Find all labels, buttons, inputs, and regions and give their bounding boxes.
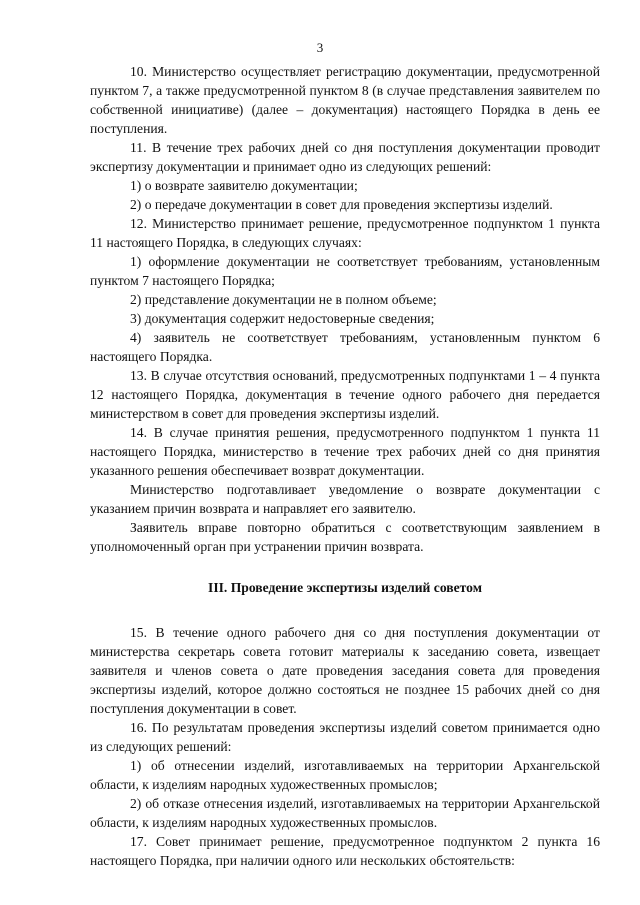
paragraph-12: 12. Министерство принимает решение, предусмотренное подпунктом 1 пункта 11 настоящего Порядка, в следующих случаях: <box>90 216 600 250</box>
paragraph-10: 10. Министерство осуществляет регистрацию документации, предусмотренной пунктом 7, а также предусмотренной пунктом 8 (в случае представления заявителем по собственной инициативе) (далее – документация) настоящего Порядка в день ее поступления. <box>90 64 600 136</box>
paragraph-15: 15. В течение одного рабочего дня со дня поступления документации от министерства секретарь совета готовит материалы к заседанию совета, извещает заявителя и членов совета о дате проведения заседания совета для проведения экспертизы изделий, которое должно состояться не позднее 15 рабочих дней со дня поступления документации в совет. <box>90 625 600 716</box>
paragraph-14-reapply: Заявитель вправе повторно обратиться с соответствующим заявлением в уполномоченный орган при устранении причин возврата. <box>90 520 600 554</box>
paragraph-14-notice: Министерство подготавливает уведомление о возврате документации с указанием причин возврата и направляет его заявителю. <box>90 482 600 516</box>
paragraph-11-item-1: 1) о возврате заявителю документации; <box>130 178 358 193</box>
paragraph-17: 17. Совет принимает решение, предусмотренное подпунктом 2 пункта 16 настоящего Порядка, при наличии одного или нескольких обстоятельств: <box>90 834 600 868</box>
paragraph-12-item-4: 4) заявитель не соответствует требованиям, установленным пунктом 6 настоящего Порядка. <box>90 330 600 364</box>
paragraph-11-item-2: 2) о передаче документации в совет для проведения экспертизы изделий. <box>130 197 553 212</box>
paragraph-13: 13. В случае отсутствия оснований, предусмотренных подпунктами 1 – 4 пункта 12 настоящего Порядка, документация в течение одного рабочего дня передается министерством в совет для проведения экспертизы изделий. <box>90 368 600 421</box>
paragraph-16-item-1: 1) об отнесении изделий, изготавливаемых на территории Архангельской области, к изделиям народных художественных промыслов; <box>90 758 600 792</box>
page-number: 3 <box>316 40 324 55</box>
paragraph-12-item-1: 1) оформление документации не соответствует требованиям, установленным пунктом 7 настоящего Порядка; <box>90 254 600 288</box>
paragraph-11: 11. В течение трех рабочих дней со дня поступления документации проводит экспертизу документации и принимает одно из следующих решений: <box>90 140 600 174</box>
paragraph-16-item-2: 2) об отказе отнесения изделий, изготавливаемых на территории Архангельской области, к изделиям народных художественных промыслов. <box>90 796 600 830</box>
paragraph-14: 14. В случае принятия решения, предусмотренного подпунктом 1 пункта 11 настоящего Порядка, министерство в течение трех рабочих дней со дня принятия указанного решения обеспечивает возврат документации. <box>90 425 600 478</box>
section-heading: III. Проведение экспертизы изделий советом <box>208 580 482 595</box>
paragraph-16: 16. По результатам проведения экспертизы изделий советом принимается одно из следующих решений: <box>90 720 600 754</box>
document-body <box>90 62 600 870</box>
paragraph-12-item-2: 2) представление документации не в полном объеме; <box>130 292 437 307</box>
paragraph-12-item-3: 3) документация содержит недостоверные сведения; <box>130 311 435 326</box>
